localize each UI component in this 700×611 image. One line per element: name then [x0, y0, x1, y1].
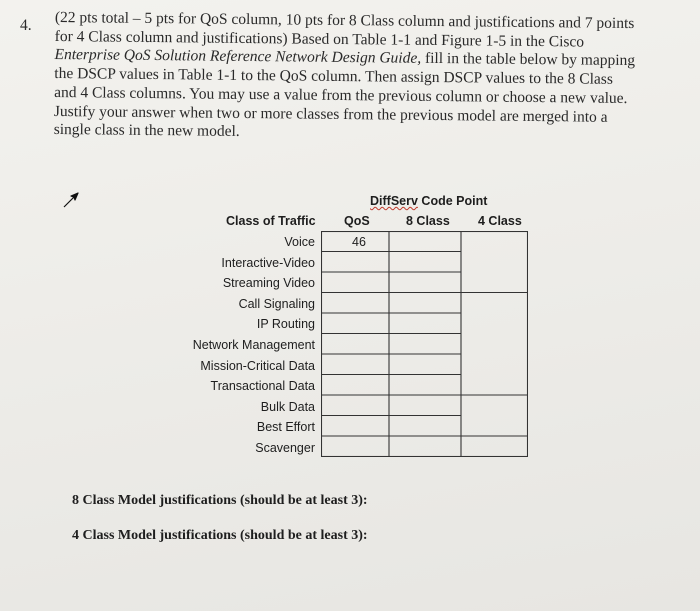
col-header-8-class: 8 Class — [406, 214, 450, 228]
question-text — [54, 9, 680, 146]
mouse-pointer-icon — [62, 191, 80, 209]
col-header-qos: QoS — [344, 214, 370, 228]
question-line: single class in the new model. — [53, 121, 240, 141]
diffserv-code-point-header — [370, 194, 487, 208]
row-label: Mission-Critical Data — [200, 358, 315, 373]
row-label: Best Effort — [256, 420, 315, 435]
code-point-word: Code Point — [417, 194, 488, 208]
row-label: Network Management — [192, 337, 315, 352]
question-line-rest: fill in the table below by mapping — [421, 50, 636, 70]
four-class-justifications-prompt: 4 Class Model justifications (should be at least 3): — [72, 528, 368, 543]
question-line: Justify your answer when two or more classes from the previous model are merged into a — [53, 102, 608, 126]
row-label: Interactive-Video — [221, 255, 315, 270]
voice-qos-value: 46 — [352, 235, 366, 249]
question-line: the DSCP values in Table 1-1 to the QoS column. Then assign DSCP values to the 8 Class — [54, 65, 614, 88]
guide-title: Enterprise QoS Solution Reference Network Design Guide, — [54, 46, 422, 68]
question-line: (22 pts total – 5 pts for QoS column, 10 pts for 8 Class column and justifications and 7 points — [54, 9, 635, 33]
eight-class-justifications-prompt: 8 Class Model justifications (should be at least 3): — [72, 493, 368, 508]
diffserv-word: DiffServ — [370, 194, 418, 208]
col-header-4-class: 4 Class — [478, 214, 522, 228]
traffic-class-labels — [160, 232, 315, 459]
row-label: IP Routing — [256, 317, 315, 332]
question-number: 4. — [20, 17, 32, 34]
question-line: and 4 Class columns. You may use a value from the previous column or choose a new value. — [54, 83, 628, 107]
row-label: Transactional Data — [210, 379, 315, 394]
row-label: Streaming Video — [222, 276, 315, 291]
row-label: Call Signaling — [238, 296, 315, 311]
row-label: Scavenger — [255, 440, 315, 455]
col-header-class-of-traffic: Class of Traffic — [226, 214, 316, 228]
row-label: Bulk Data — [260, 399, 315, 414]
row-label: Voice — [284, 235, 315, 249]
dscp-table-grid — [321, 231, 528, 457]
question-line: for 4 Class column and justifications) Based on Table 1-1 and Figure 1-5 in the Cisco — [54, 27, 585, 51]
table-gridlines — [321, 231, 528, 457]
